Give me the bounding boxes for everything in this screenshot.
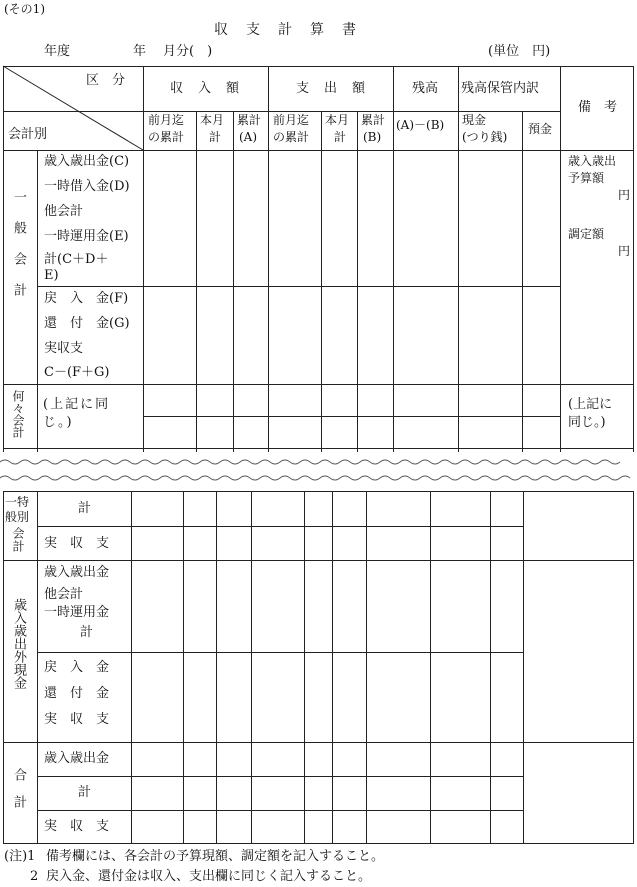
general-remark: 円 [618,244,631,258]
general-row: 計(C＋D＋ [44,252,109,267]
expense-header: 支 出 額 [296,81,367,96]
general-row: 実収支 [44,341,84,356]
account-header: 会計別 [8,127,48,142]
other-row: じ。) [43,415,74,430]
remarks-header: 備 考 [578,100,618,115]
general-remark: 予算額 [568,171,605,185]
note-2: 戻入金、還付金は収入、支出欄に同じく記入すること。 [46,869,372,884]
general-row: 還 付 金(G) [44,316,130,331]
deposit-header: 預金 [528,122,553,136]
this-month-income-2: 計 [209,130,222,144]
general-row: 他会計 [44,204,84,219]
this-month-expense-2: 計 [334,130,347,144]
extra-row: 歳入歳出金 [44,565,110,580]
note-2-number: 2 [30,869,39,884]
general-row: 歳入歳出金(C) [44,154,130,169]
note-1-number: (注)1 [4,849,36,864]
month-label: 月分( ) [163,44,213,59]
year-label: 年 [133,44,147,59]
special-label-b: 般別 [5,510,30,524]
income-header: 収 入 額 [170,81,241,96]
custody-header: 残高保管内訳 [461,81,540,96]
general-row: 一時運用金(E) [44,229,129,244]
this-month-expense: 本月 [325,113,350,127]
cum-a: 累計 [237,113,262,127]
other-account-label: 何々会計 [11,390,25,438]
cum-a-2: (A) [239,130,258,144]
other-remark: 同じ。) [568,415,606,430]
extra-budget-label: 歳入歳出外現金 [11,598,26,689]
balance-header: 残高 [412,81,439,96]
this-month-income: 本月 [200,113,225,127]
prev-cum-expense-2: の累計 [273,130,310,144]
extra-row: 他会計 [44,587,84,602]
general-row: 一時借入金(D) [44,179,130,194]
extra-row: 一時運用金 [44,605,110,620]
kubun-header: 区 分 [86,73,126,88]
general-account-label: 一般会計 [11,190,26,314]
special-label-c: 会計 [11,527,25,553]
cash-header: 現金 [462,113,487,127]
extra-row: 計 [80,625,94,640]
other-row: (上記に同 [43,397,111,412]
unit-label: (単位 円) [488,44,551,59]
special-total: 計 [78,501,92,516]
cash-header-2: (つり銭) [462,130,508,144]
general-row: 戻 入 金(F) [44,291,129,306]
cum-b-2: (B) [363,130,382,144]
general-remark: 円 [618,188,631,202]
total-row: 計 [78,785,92,800]
extra-row: 戻 入 金 [44,660,110,675]
total-row: 実 収 支 [44,819,110,834]
total-row: 歳入歳出金 [44,751,110,766]
balance-formula: (A)－(B) [396,118,445,132]
extra-row: 実 収 支 [44,712,110,727]
prev-cum-income: 前月迄 [148,113,185,127]
special-net: 実 収 支 [44,536,110,551]
general-remark: 調定額 [568,227,605,241]
prev-cum-income-2: の累計 [148,130,185,144]
general-row: C－(F＋G) [44,365,110,380]
extra-row: 還 付 金 [44,686,110,701]
page-title: 収 支 計 算 書 [214,22,358,38]
other-remark: (上記に [568,397,613,412]
general-remark: 歳入歳出 [568,154,617,168]
sheet-number: (その1) [4,2,45,16]
cum-b: 累計 [361,113,386,127]
fiscal-year-label: 年度 [44,44,71,59]
prev-cum-expense: 前月迄 [273,113,310,127]
total-label: 合計 [11,768,26,822]
general-row: E) [44,268,59,283]
note-1: 備考欄には、各会計の予算現額、調定額を記入すること。 [46,849,385,864]
special-label-a: 一特 [5,495,30,509]
